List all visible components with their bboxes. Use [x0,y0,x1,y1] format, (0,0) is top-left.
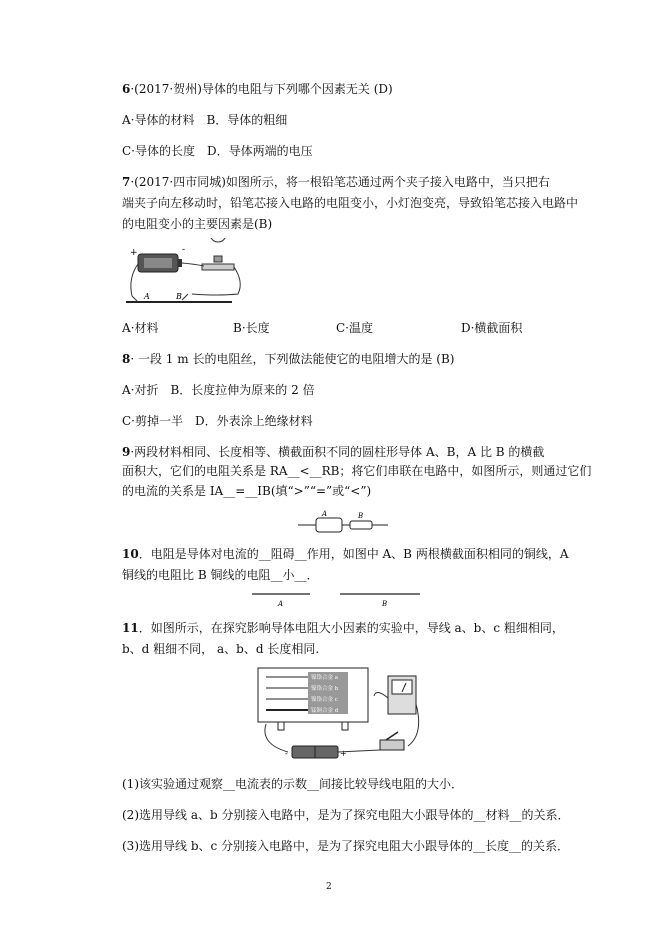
q9-label-a: A [322,510,328,518]
q11-subquestion-1: (1)该实验通过观察__电流表的示数__间接比较导线电阻的大小． [122,777,464,791]
q7-stem-line2: 端夹子向左移动时，铅笔芯接入电路的电阻变小，小灯泡变亮，导致铅笔芯接入电路中 [122,196,579,210]
q11-stem-line1 [122,620,564,636]
q6-number: 6 [122,82,131,96]
q9-stem-line1 [122,444,544,460]
q7-option-d: D·横截面积 [461,321,523,335]
page-number: 2 [326,882,332,892]
q9-label-b: B [358,512,364,520]
q11-wire-c-label: 镍铬合金 c [311,697,338,703]
q11-experiment-figure [248,664,424,768]
q9-stem-line2: 面积大，它们的电阻关系是 RA__<__RB；将它们串联在电路中，如图所示，则通过它们 [122,464,592,478]
q11-wire-d-label: 锰铜合金 d [311,708,339,714]
q6-options-cd: C·导体的长度 D．导体两端的电压 [122,144,313,158]
q8-number: 8 [122,352,131,366]
q11-subquestion-2: (2)选用导线 a、b 分别接入电路中，是为了探究电阻大小跟导体的__材料__的关系． [122,808,570,822]
q11-wire-a-label: 镍铬合金 a [311,675,339,681]
q10-stem-line2: 铜线的电阻比 B 铜线的电阻__小__． [122,568,319,582]
q7-option-a: A·材料 [122,321,159,335]
q11-number: 11 [122,621,139,635]
q7-battery-plus-label: + [130,248,138,258]
q11-battery-minus-label: - [285,749,288,758]
q7-option-b: B·长度 [233,321,270,335]
q11-battery-plus-label: + [340,749,347,758]
q7-stem-line1 [122,174,550,190]
q10-label-a: A [278,600,284,608]
q7-option-c: C·温度 [336,321,373,335]
q7-clip-b-label: B [176,292,182,301]
q10-label-b: B [382,600,388,608]
q8-options-ab: A·对折 B．长度拉伸为原来的 2 倍 [122,383,315,397]
q8-stem [122,351,454,367]
q7-stem-text1: ·(2017·四市同城)如图所示，将一根铅笔芯通过两个夹子接入电路中，当只把右 [130,175,550,189]
q7-clip-a-label: A [144,292,150,301]
q9-number: 9 [122,445,131,459]
q7-stem-line3: 的电阻变小的主要因素是(B) [122,217,273,231]
q9-conductors-figure [298,508,388,534]
q7-number: 7 [122,175,131,189]
q7-battery-minus-label: - [182,245,186,255]
q6-stem-text: ·(2017·贺州)导体的电阻与下列哪个因素无关 (D) [130,82,393,96]
q10-copper-wires-figure [250,590,430,610]
q8-stem-text: · 一段 1 m 长的电阻丝，下列做法能使它的电阻增大的是 (B) [130,352,455,366]
q11-stem-line2: b、d 粗细不同， a、b、d 长度相同. [122,642,320,656]
q10-number: 10 [122,547,139,561]
q6-stem [122,81,393,97]
q11-stem-text1: ．如图所示，在探究影响导体电阻大小因素的实验中，导线 a、b、c 粗细相同， [138,621,564,635]
q11-wire-b-label: 镍铬合金 b [311,686,339,692]
q9-stem-line3: 的电流的关系是 IA__=__IB(填“>”“=”或“<”) [122,484,372,498]
q9-stem-text1: ·两段材料相同、长度相等、横截面积不同的圆柱形导体 A、B，A 比 B 的横截 [130,445,545,459]
q10-stem-line1 [122,546,569,562]
q7-circuit-figure [122,238,246,310]
q11-subquestion-3: (3)选用导线 b、c 分别接入电路中，是为了探究电阻大小跟导体的__长度__的关系． [122,839,570,853]
q8-options-cd: C·剪掉一半 D．外表涂上绝缘材料 [122,414,313,428]
q10-stem-text1: ．电阻是导体对电流的__阻碍__作用，如图中 A、B 两根横截面积相同的铜线，A [138,547,569,561]
q6-options-ab: A·导体的材料 B．导体的粗细 [122,113,288,127]
